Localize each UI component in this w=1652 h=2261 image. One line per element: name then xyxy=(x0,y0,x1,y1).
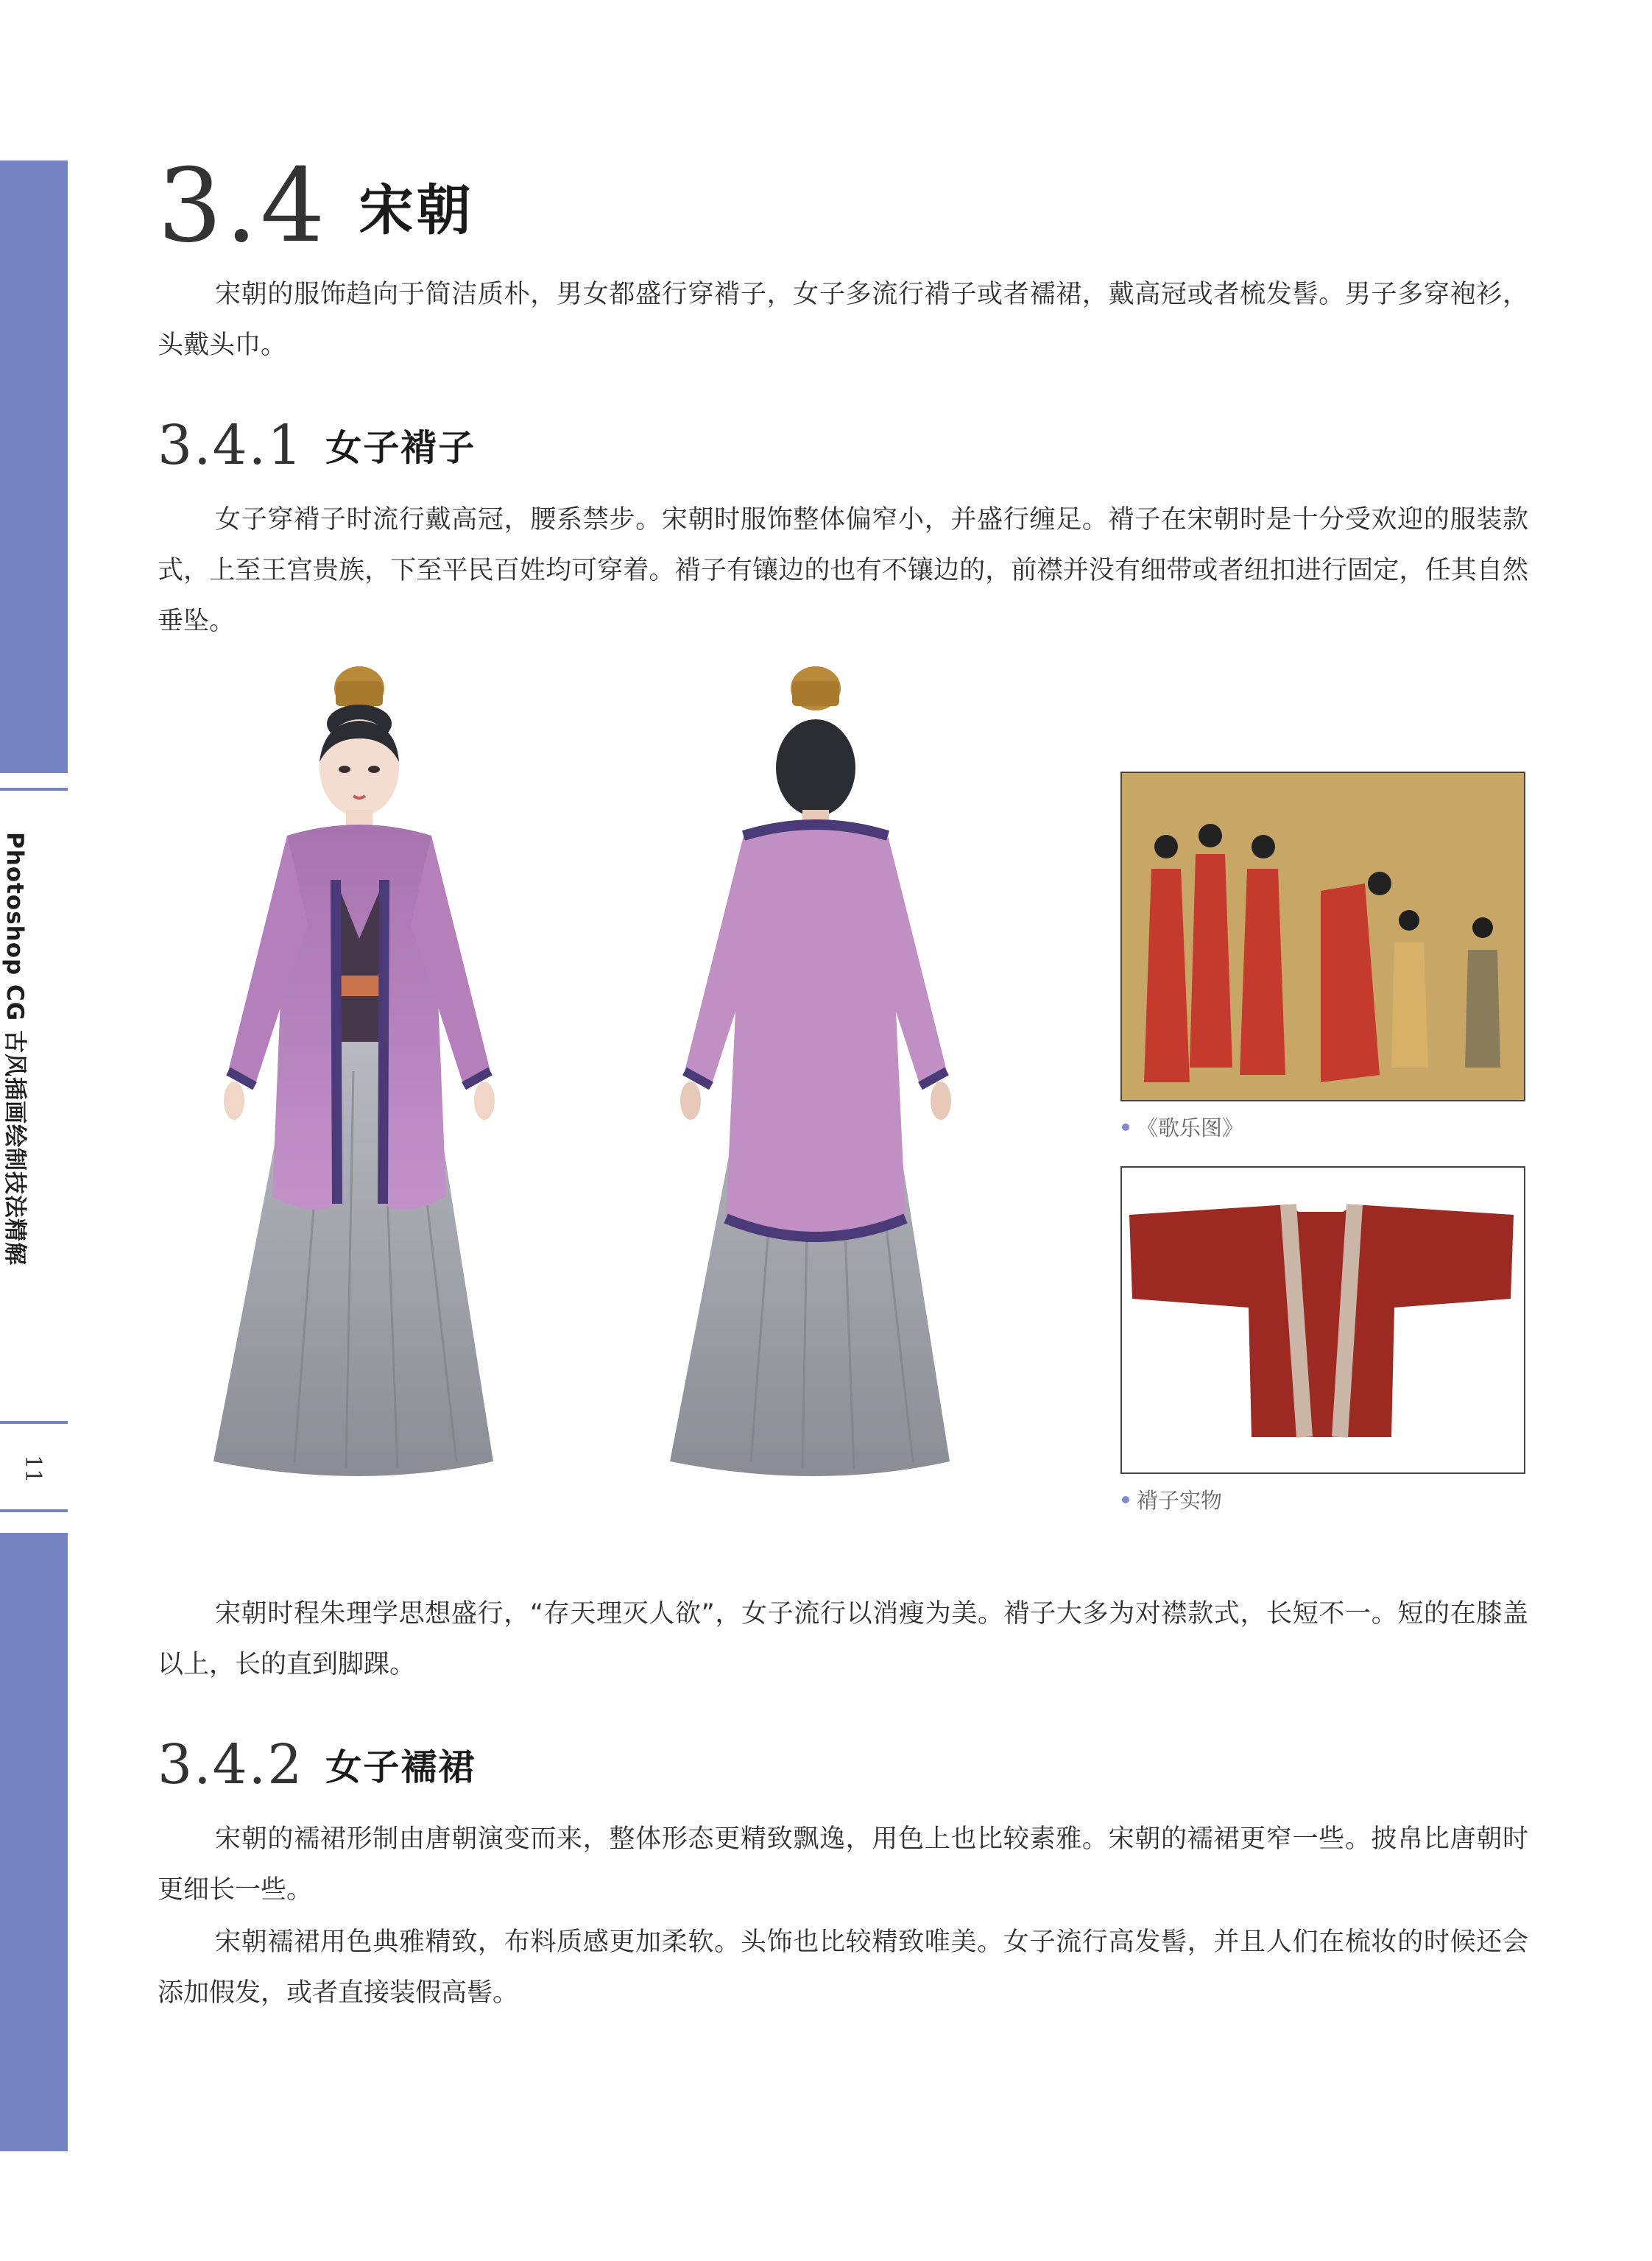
side-divider-bottom xyxy=(0,1421,68,1424)
beizi-back-illustration xyxy=(640,659,986,1506)
subsection-number-2: 3.4.2 xyxy=(158,1733,304,1796)
caption-bullet-icon xyxy=(1122,1124,1129,1131)
subsection1-paragraph-1: 女子穿褙子时流行戴高冠，腰系禁步。宋朝时服饰整体偏窄小，并盛行缠足。褙子在宋朝时是十分受欢迎的服装款式，上至王宫贵族，下至平民百姓均可穿着。褙子有镶边的也有不镶边的，前襟并没有细带或者纽扣进行固定，任其自然垂坠。 xyxy=(158,505,1528,636)
section-number: 3.4 xyxy=(158,147,328,265)
subsection2-paragraph-2: 宋朝襦裙用色典雅精致，布料质感更加柔软。头饰也比较精致唯美。女子流行高发髻，并且人们在梳妆的时候还会添加假发，或者直接装假高髻。 xyxy=(158,1927,1528,2008)
side-divider-top xyxy=(0,788,68,791)
subsection-title-2: 女子襦裙 xyxy=(325,1746,476,1788)
side-tab-bottom xyxy=(0,1533,68,2151)
subsection-heading-2 xyxy=(158,1732,476,1798)
painting-caption: 《歌乐图》 xyxy=(1122,1112,1243,1142)
section-intro: 宋朝的服饰趋向于简洁质朴，男女都盛行穿褙子，女子多流行褙子或者襦裙，戴高冠或者梳发髻。男子多穿袍衫，头戴头巾。 xyxy=(158,280,1528,360)
side-tab-top xyxy=(0,161,68,773)
subsection1-paragraph-2: 宋朝时程朱理学思想盛行，“存天理灭人欲”，女子流行以消瘦为美。褙子大多为对襟款式，长短不一。短的在膝盖以上，长的直到脚踝。 xyxy=(158,1599,1528,1679)
section-heading xyxy=(158,147,474,265)
subsection-heading-1 xyxy=(158,412,476,479)
beizi-front-illustration xyxy=(184,659,530,1506)
subsection-number-1: 3.4.1 xyxy=(158,414,304,477)
caption-bullet-icon xyxy=(1122,1496,1129,1503)
painting-photo xyxy=(1120,772,1525,1101)
garment-photo xyxy=(1120,1166,1525,1474)
garment-caption: 褙子实物 xyxy=(1122,1484,1222,1514)
section-title: 宋朝 xyxy=(359,179,474,242)
subsection-title-1: 女子褙子 xyxy=(325,427,476,469)
side-divider-lower xyxy=(0,1509,68,1512)
subsection2-paragraph-1: 宋朝的襦裙形制由唐朝演变而来，整体形态更精致飘逸，用色上也比较素雅。宋朝的襦裙更窄一些。披帛比唐朝时更细长一些。 xyxy=(158,1824,1528,1905)
